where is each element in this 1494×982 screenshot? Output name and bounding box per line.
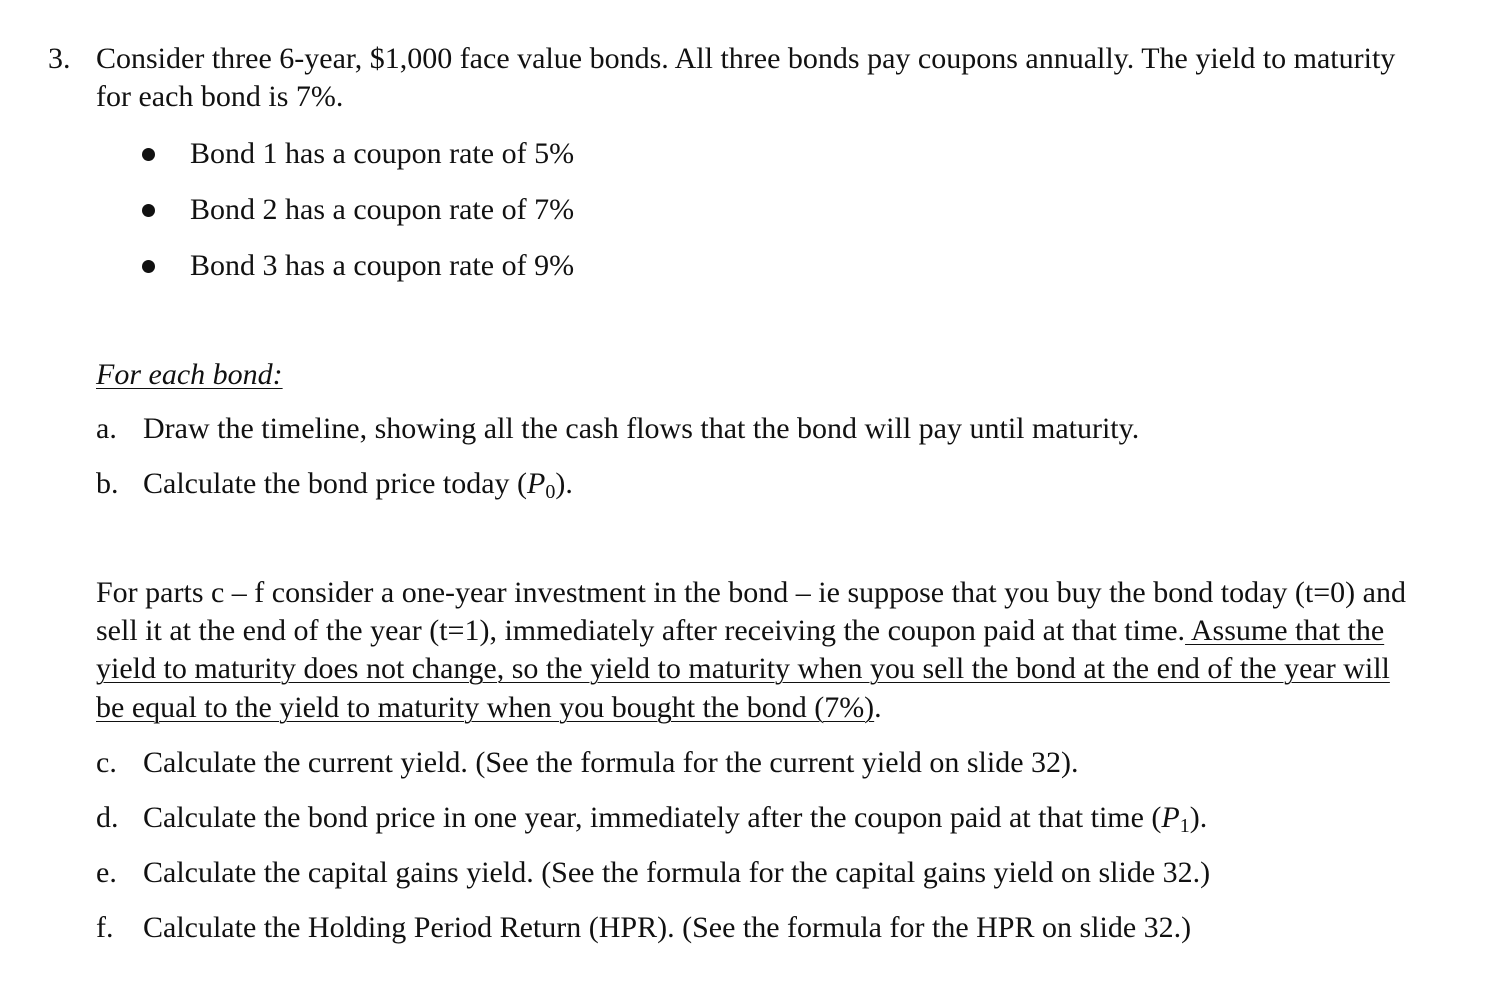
question-line-2: for each bond is 7%. — [96, 80, 344, 113]
part-d-text: Calculate the bond price in one year, immediately after the coupon paid at that time $(P_1)$. — [143, 801, 1208, 837]
bond-2-item: Bond 2 has a coupon rate of 7% — [190, 193, 575, 226]
bullet-icon — [142, 260, 155, 273]
bond-1-item: Bond 1 has a coupon rate of 5% — [190, 137, 575, 170]
part-a-text: Draw the timeline, showing all the cash flows that the bond will pay until maturity. — [143, 412, 1140, 445]
part-b-letter: b. — [96, 467, 119, 500]
assumption-underlined-start: Assume that the — [1185, 614, 1385, 647]
one-year-line-2: sell it at the end of the year (t=1), immediately after receiving the coupon paid at that time. Assume that the — [96, 614, 1385, 647]
price-p1-subscript: 1 — [1179, 815, 1190, 837]
part-c-text: Calculate the current yield. (See the formula for the current yield on slide 32). — [143, 746, 1079, 779]
assumption-underlined-end: be equal to the yield to maturity when you bought the bond (7%) — [96, 691, 875, 724]
question-line-1: Consider three 6-year, $1,000 face value bonds. All three bonds pay coupons annually. The yield to maturity — [96, 42, 1396, 75]
part-f-letter: f. — [96, 911, 114, 944]
part-e-letter: e. — [96, 856, 117, 889]
for-each-heading: For each bond: — [96, 358, 283, 391]
one-year-line-3: yield to maturity does not change, so the yield to maturity when you sell the bond at the end of the year will — [96, 652, 1390, 685]
part-d-letter: d. — [96, 801, 119, 834]
bullet-icon — [142, 148, 155, 161]
bond-3-item: Bond 3 has a coupon rate of 9% — [190, 249, 575, 282]
part-f-text: Calculate the Holding Period Return (HPR). (See the formula for the HPR on slide 32.) — [143, 911, 1192, 944]
part-e-text: Calculate the capital gains yield. (See the formula for the capital gains yield on slide 32.) — [143, 856, 1211, 889]
one-year-line-1: For parts c – f consider a one-year investment in the bond – ie suppose that you buy the bond today (t=0) and — [96, 576, 1406, 609]
price-p1-variable: P — [1161, 801, 1180, 834]
question-number: 3. — [48, 42, 71, 75]
one-year-line-4: be equal to the yield to maturity when you bought the bond (7%). — [96, 691, 882, 724]
price-p0-variable: P — [527, 467, 546, 500]
bullet-icon — [142, 204, 155, 217]
part-b-text: Calculate the bond price today $(P_0)$. — [143, 467, 573, 503]
price-p0-subscript: 0 — [545, 481, 556, 503]
part-c-letter: c. — [96, 746, 117, 779]
part-a-letter: a. — [96, 412, 117, 445]
